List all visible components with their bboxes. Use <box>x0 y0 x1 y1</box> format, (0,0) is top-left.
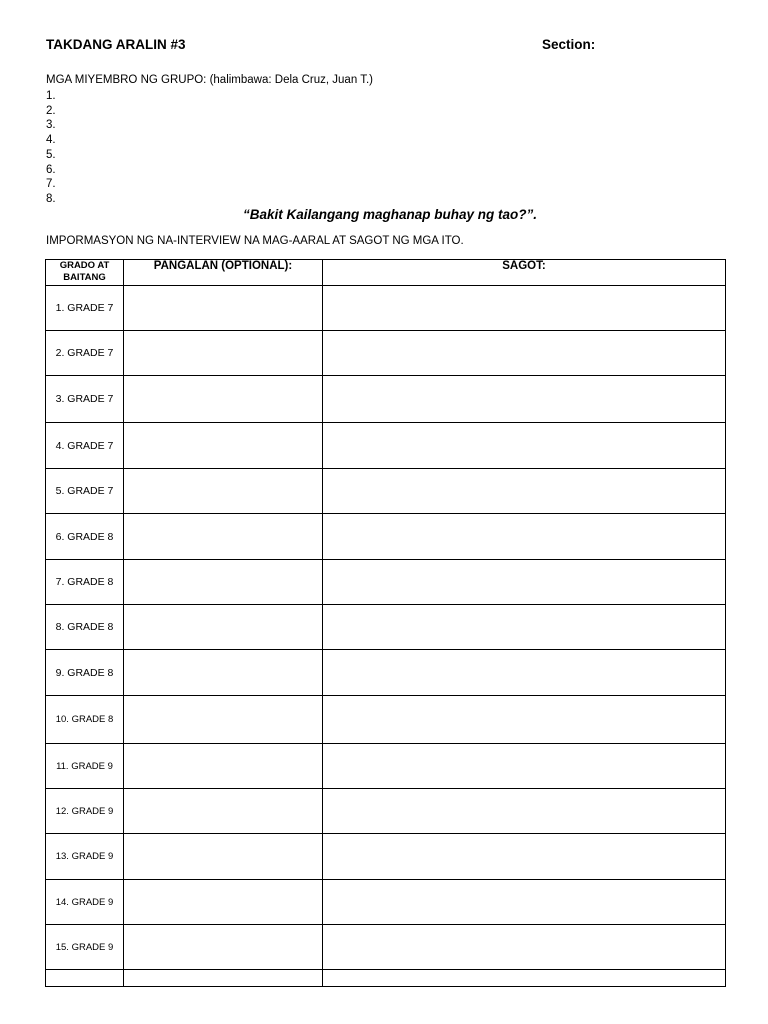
name-cell[interactable] <box>124 880 323 925</box>
member-item: 7. <box>46 178 56 191</box>
answer-cell[interactable] <box>323 469 726 514</box>
name-cell[interactable] <box>124 331 323 376</box>
answer-cell[interactable] <box>323 789 726 834</box>
name-cell[interactable] <box>124 469 323 514</box>
table-row <box>46 650 726 696</box>
member-item: 6. <box>46 163 56 176</box>
name-cell[interactable] <box>124 970 323 987</box>
name-cell[interactable] <box>124 650 323 696</box>
name-cell[interactable] <box>124 560 323 605</box>
member-item: 3. <box>46 119 56 132</box>
answer-cell[interactable] <box>323 514 726 560</box>
answer-cell[interactable] <box>323 286 726 331</box>
table-row <box>46 744 726 789</box>
name-cell[interactable] <box>124 696 323 744</box>
table-row <box>46 514 726 560</box>
answer-cell[interactable] <box>323 970 726 987</box>
answer-cell[interactable] <box>323 560 726 605</box>
grade-cell: 5. GRADE 7 <box>46 469 124 514</box>
grade-cell: 15. GRADE 9 <box>46 925 124 970</box>
member-item: 8. <box>46 192 56 205</box>
table-row <box>46 331 726 376</box>
info-line: IMPORMASYON NG NA-INTERVIEW NA MAG-AARAL AT SAGOT NG MGA ITO. <box>46 235 464 247</box>
table-row <box>46 376 726 423</box>
grade-cell: 7. GRADE 8 <box>46 560 124 605</box>
table-row <box>46 423 726 469</box>
name-cell[interactable] <box>124 605 323 650</box>
grade-cell: 9. GRADE 8 <box>46 650 124 696</box>
answer-cell[interactable] <box>323 376 726 423</box>
header-grade: GRADO AT BAITANG <box>46 260 124 286</box>
interview-table <box>45 259 726 987</box>
question-heading <box>0 207 768 222</box>
grade-cell: 10. GRADE 8 <box>46 696 124 744</box>
grade-cell: 4. GRADE 7 <box>46 423 124 469</box>
member-item: 4. <box>46 134 56 147</box>
answer-cell[interactable] <box>323 423 726 469</box>
grade-cell: 6. GRADE 8 <box>46 514 124 560</box>
grade-cell: 3. GRADE 7 <box>46 376 124 423</box>
grade-cell <box>46 970 124 987</box>
member-item: 2. <box>46 104 56 117</box>
assignment-title: TAKDANG ARALIN #3 <box>46 37 186 52</box>
answer-cell[interactable] <box>323 834 726 880</box>
grade-cell: 14. GRADE 9 <box>46 880 124 925</box>
name-cell[interactable] <box>124 376 323 423</box>
table-row <box>46 925 726 970</box>
member-item: 1. <box>46 90 56 102</box>
answer-cell[interactable] <box>323 925 726 970</box>
table-row <box>46 789 726 834</box>
answer-cell[interactable] <box>323 331 726 376</box>
grade-cell: 13. GRADE 9 <box>46 834 124 880</box>
grade-cell: 1. GRADE 7 <box>46 286 124 331</box>
answer-cell[interactable] <box>323 880 726 925</box>
name-cell[interactable] <box>124 834 323 880</box>
name-cell[interactable] <box>124 789 323 834</box>
table-row <box>46 696 726 744</box>
grade-cell: 8. GRADE 8 <box>46 605 124 650</box>
answer-cell[interactable] <box>323 605 726 650</box>
name-cell[interactable] <box>124 286 323 331</box>
table-row <box>46 469 726 514</box>
header-answer: SAGOT: <box>323 260 726 286</box>
table-row <box>46 560 726 605</box>
name-cell[interactable] <box>124 744 323 789</box>
question-text: “Bakit Kailangang maghanap buhay ng tao?”. <box>242 207 538 222</box>
name-cell[interactable] <box>124 423 323 469</box>
table-header-row <box>46 260 726 286</box>
table-row <box>46 605 726 650</box>
members-list <box>46 89 56 207</box>
grade-cell: 11. GRADE 9 <box>46 744 124 789</box>
members-heading: MGA MIYEMBRO NG GRUPO: (halimbawa: Dela Cruz, Juan T.) <box>46 74 373 86</box>
answer-cell[interactable] <box>323 650 726 696</box>
grade-cell: 2. GRADE 7 <box>46 331 124 376</box>
table-row <box>46 970 726 987</box>
answer-cell[interactable] <box>323 744 726 789</box>
header-name: PANGALAN (OPTIONAL): <box>124 260 323 286</box>
table-row <box>46 286 726 331</box>
table-row <box>46 880 726 925</box>
answer-cell[interactable] <box>323 696 726 744</box>
table-row <box>46 834 726 880</box>
name-cell[interactable] <box>124 925 323 970</box>
name-cell[interactable] <box>124 514 323 560</box>
member-item: 5. <box>46 148 56 161</box>
section-label: Section: <box>542 37 596 52</box>
grade-cell: 12. GRADE 9 <box>46 789 124 834</box>
